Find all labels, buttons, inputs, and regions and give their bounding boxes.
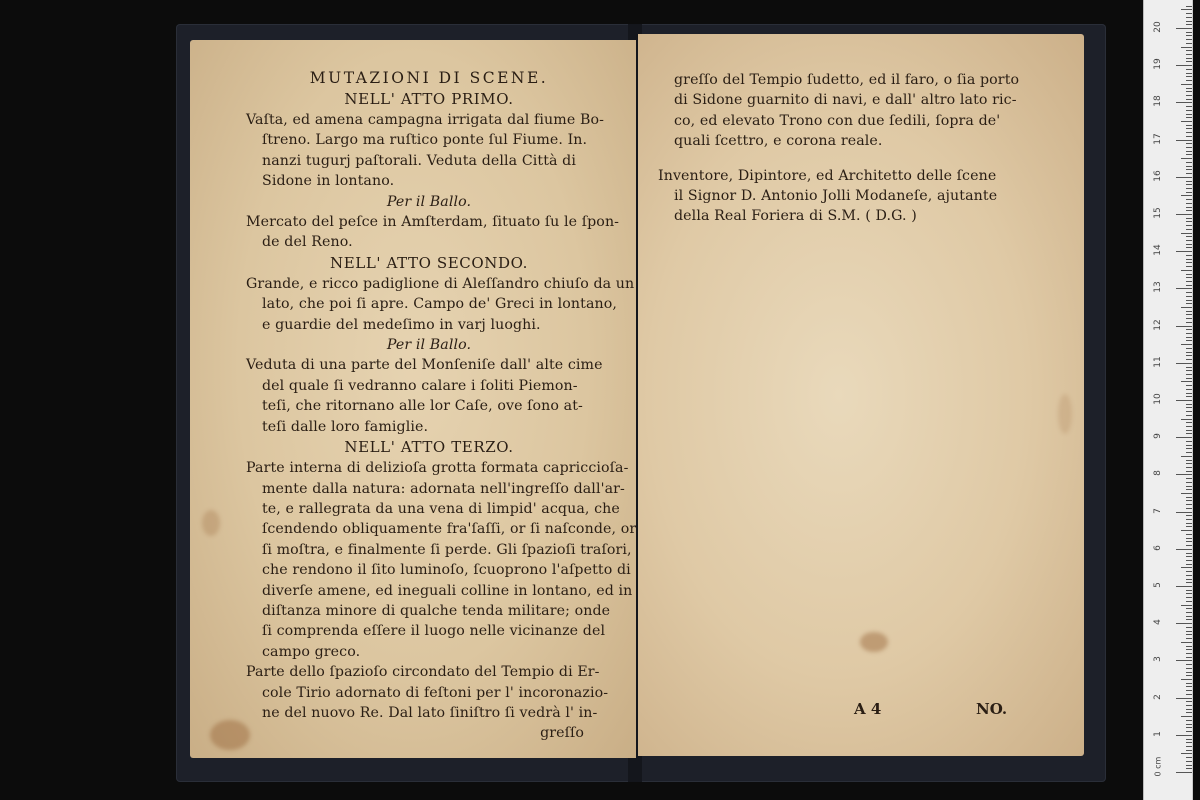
ruler-tick xyxy=(1186,262,1192,263)
ruler-tick xyxy=(1186,545,1192,546)
ruler-tick xyxy=(1186,441,1192,442)
ruler-tick xyxy=(1186,433,1192,434)
ruler-tick xyxy=(1186,553,1192,554)
ruler-tick xyxy=(1181,567,1192,568)
text-line: Sidone in lontano. xyxy=(262,173,395,190)
ruler-tick xyxy=(1186,657,1192,658)
ruler-tick xyxy=(1176,512,1192,513)
ruler-tick xyxy=(1186,218,1192,219)
ruler-tick xyxy=(1186,396,1192,397)
ruler-tick xyxy=(1186,374,1192,375)
act-heading: NELL' ATTO TERZO. xyxy=(344,438,514,457)
ruler-tick xyxy=(1186,296,1192,297)
ruler-tick xyxy=(1181,493,1192,494)
act-heading: NELL' ATTO SECONDO. xyxy=(330,253,528,272)
text-line: del quale ſi vedranno calare i ſoliti Piemon- xyxy=(262,377,578,394)
ruler-tick xyxy=(1186,221,1192,222)
ruler-tick xyxy=(1186,616,1192,617)
ruler-tick xyxy=(1186,106,1192,107)
ballet-heading: Per il Ballo. xyxy=(386,193,472,210)
ruler-tick xyxy=(1186,538,1192,539)
ruler-tick xyxy=(1186,608,1192,609)
ruler-tick xyxy=(1186,367,1192,368)
text-line: il Signor D. Antonio Jolli Modaneſe, ajutante xyxy=(674,188,998,205)
ruler-tick xyxy=(1186,80,1192,81)
text-line: ne del nuovo Re. Dal lato ſiniſtro ſi vedrà l' in- xyxy=(262,704,598,721)
text-line: diſtanza minore di qualche tenda militare; onde xyxy=(262,602,611,619)
text-line: cole Tirio adornato di feſtoni per l' incoronazio- xyxy=(262,684,609,701)
ruler-tick xyxy=(1186,690,1192,691)
ruler-tick xyxy=(1176,474,1192,475)
ruler-tick xyxy=(1186,292,1192,293)
ruler-number: 3 xyxy=(1153,656,1163,663)
text-line: che rendono il ſito luminoſo, ſcuoprono l'aſpetto di xyxy=(262,562,631,579)
ruler-tick xyxy=(1186,210,1192,211)
signature-mark: A 4 xyxy=(854,700,882,718)
ruler-number: 1 xyxy=(1153,730,1163,737)
ruler-tick xyxy=(1186,125,1192,126)
ruler-tick xyxy=(1186,337,1192,338)
ruler-tick xyxy=(1186,712,1192,713)
ruler-tick xyxy=(1186,393,1192,394)
ruler-number: 20 xyxy=(1153,21,1163,33)
ruler-tick xyxy=(1186,497,1192,498)
ruler-tick xyxy=(1176,102,1192,103)
ruler-tick xyxy=(1186,54,1192,55)
text-line: co, ed elevato Trono con due ſedili, ſopra de' xyxy=(674,112,1001,129)
ruler-tick xyxy=(1186,117,1192,118)
text-line: greſſo del Tempio ſudetto, ed il faro, o ſia porto xyxy=(674,72,1020,88)
text-line: mente dalla natura: adornata nell'ingreſſo dall'ar- xyxy=(262,480,625,497)
ruler-tick xyxy=(1186,448,1192,449)
ruler-tick xyxy=(1176,326,1192,327)
ruler-tick xyxy=(1186,720,1192,721)
ballet-heading: Per il Ballo. xyxy=(386,337,472,354)
ruler-tick xyxy=(1186,668,1192,669)
ruler-tick xyxy=(1186,58,1192,59)
ruler-tick xyxy=(1186,143,1192,144)
paragraph-gap xyxy=(658,152,1044,166)
ruler-tick xyxy=(1186,463,1192,464)
text-line: Mercato del peſce in Amſterdam, ſituato ſu le ſpon- xyxy=(246,214,620,231)
text-line: campo greco. xyxy=(262,643,361,660)
ruler-tick xyxy=(1186,672,1192,673)
ruler-tick xyxy=(1186,541,1192,542)
ruler-tick xyxy=(1186,259,1192,260)
ruler-tick xyxy=(1186,526,1192,527)
ruler-tick xyxy=(1186,162,1192,163)
ruler-tick xyxy=(1186,76,1192,77)
ruler-tick xyxy=(1186,169,1192,170)
text-line: te, e rallegrata da una vena di limpid' acqua, che xyxy=(262,500,620,517)
text-line: ſtreno. Largo ma ruſtico ponte ſul Fiume. In. xyxy=(262,132,588,149)
ruler-tick xyxy=(1186,32,1192,33)
ruler-tick xyxy=(1186,646,1192,647)
ruler-tick xyxy=(1186,132,1192,133)
ruler-tick xyxy=(1186,430,1192,431)
text-line: nanzi tugurj paſtorali. Veduta della Città di xyxy=(262,152,577,169)
ruler-tick xyxy=(1181,121,1192,122)
ruler-tick xyxy=(1186,445,1192,446)
ruler-tick xyxy=(1181,270,1192,271)
ruler-tick xyxy=(1186,500,1192,501)
ruler-tick xyxy=(1181,456,1192,457)
ruler-tick xyxy=(1176,623,1192,624)
ruler-tick xyxy=(1186,274,1192,275)
ruler-tick xyxy=(1176,28,1192,29)
ruler-tick xyxy=(1186,653,1192,654)
ruler-tick xyxy=(1186,701,1192,702)
text-line: Parte dello ſpazioſo circondato del Tempio di Er- xyxy=(246,664,600,681)
ruler-tick xyxy=(1186,348,1192,349)
ruler-tick xyxy=(1186,486,1192,487)
ruler-tick xyxy=(1181,679,1192,680)
ruler-tick xyxy=(1186,742,1192,743)
ruler-tick xyxy=(1186,43,1192,44)
ruler-tick xyxy=(1186,225,1192,226)
ruler-tick xyxy=(1186,534,1192,535)
ruler-tick xyxy=(1186,329,1192,330)
ruler-tick xyxy=(1186,426,1192,427)
ruler-tick xyxy=(1186,136,1192,137)
ruler-tick xyxy=(1186,91,1192,92)
ruler-tick xyxy=(1186,370,1192,371)
ruler-tick xyxy=(1176,251,1192,252)
ruler-tick xyxy=(1176,549,1192,550)
ruler-tick xyxy=(1186,675,1192,676)
ruler-tick xyxy=(1176,772,1192,773)
ruler-tick xyxy=(1186,385,1192,386)
left-page-text xyxy=(246,68,637,744)
ruler-tick xyxy=(1186,340,1192,341)
ruler-tick xyxy=(1181,84,1192,85)
ruler-tick xyxy=(1186,757,1192,758)
ruler-number: 19 xyxy=(1153,58,1163,70)
ruler-tick xyxy=(1186,422,1192,423)
stain xyxy=(1058,394,1072,434)
ruler-tick xyxy=(1186,17,1192,18)
ruler-tick xyxy=(1176,660,1192,661)
ruler-tick xyxy=(1186,50,1192,51)
ruler-tick xyxy=(1186,489,1192,490)
ruler-tick xyxy=(1186,285,1192,286)
ruler-tick xyxy=(1186,359,1192,360)
text-line: teſi, che ritornano alle lor Caſe, ove ſono at- xyxy=(262,398,583,415)
ruler-tick xyxy=(1186,240,1192,241)
ruler-number: 5 xyxy=(1153,582,1163,588)
ruler-tick xyxy=(1186,192,1192,193)
ruler-number: 12 xyxy=(1153,318,1163,331)
ruler-tick xyxy=(1186,683,1192,684)
text-line: ſi comprenda eſſere il luogo nelle vicinanze del xyxy=(262,623,606,640)
ruler-number: 8 xyxy=(1153,470,1163,477)
ruler-tick xyxy=(1176,400,1192,401)
ruler-tick xyxy=(1186,746,1192,747)
ruler-tick xyxy=(1186,281,1192,282)
ruler-tick xyxy=(1186,727,1192,728)
ruler-tick xyxy=(1186,590,1192,591)
ruler-tick xyxy=(1186,21,1192,22)
text-line: Veduta di una parte del Monſeniſe dall' alte cime xyxy=(246,357,603,374)
ruler-tick xyxy=(1186,768,1192,769)
ruler-tick xyxy=(1186,318,1192,319)
ruler-tick xyxy=(1176,214,1192,215)
text-line: Vaſta, ed amena campagna irrigata dal fiume Bo- xyxy=(246,112,605,128)
ruler-tick xyxy=(1186,709,1192,710)
ruler-tick xyxy=(1176,65,1192,66)
ruler-number: 14 xyxy=(1153,244,1163,256)
ruler-tick xyxy=(1186,35,1192,36)
ruler-tick xyxy=(1186,151,1192,152)
page-heading: MUTAZIONI DI SCENE. xyxy=(309,69,549,87)
ruler-tick xyxy=(1181,716,1192,717)
ruler-tick xyxy=(1186,378,1192,379)
text-line: di Sidone guarnito di navi, e dall' altro lato ric- xyxy=(674,92,1017,109)
left-page xyxy=(190,40,636,758)
ruler-tick xyxy=(1186,24,1192,25)
ruler-number: 6 xyxy=(1153,544,1163,551)
ruler-tick xyxy=(1186,188,1192,189)
ruler-number: 13 xyxy=(1153,281,1163,294)
ruler-tick xyxy=(1186,6,1192,7)
ruler-tick xyxy=(1186,731,1192,732)
ruler-tick xyxy=(1186,184,1192,185)
ruler-tick xyxy=(1186,173,1192,174)
ruler-number: 18 xyxy=(1153,95,1163,108)
ruler-tick xyxy=(1186,415,1192,416)
ruler-tick xyxy=(1186,352,1192,353)
ruler-tick xyxy=(1186,597,1192,598)
right-page-text xyxy=(658,70,1044,227)
ruler-number: 15 xyxy=(1153,207,1163,219)
text-line: Grande, e ricco padiglione di Aleſſandro chiuſo da un xyxy=(246,275,635,292)
right-page xyxy=(638,34,1084,756)
catchword: greſſo xyxy=(540,725,584,742)
ruler-tick xyxy=(1186,128,1192,129)
ruler-tick xyxy=(1186,523,1192,524)
ruler-tick xyxy=(1186,619,1192,620)
ruler-tick xyxy=(1186,166,1192,167)
ruler-tick xyxy=(1186,69,1192,70)
ruler-tick xyxy=(1186,560,1192,561)
ruler-tick xyxy=(1186,593,1192,594)
ruler-tick xyxy=(1186,686,1192,687)
ruler-tick xyxy=(1181,195,1192,196)
ruler-tick xyxy=(1186,207,1192,208)
ruler-tick xyxy=(1186,322,1192,323)
stain xyxy=(202,510,220,536)
ruler-tick xyxy=(1186,761,1192,762)
ruler-tick xyxy=(1186,411,1192,412)
ruler-tick xyxy=(1186,181,1192,182)
ruler-tick xyxy=(1181,381,1192,382)
text-line: della Real Foriera di S.M. ( D.G. ) xyxy=(674,208,917,225)
ruler-tick xyxy=(1186,508,1192,509)
ruler-tick xyxy=(1186,99,1192,100)
ruler-tick xyxy=(1186,303,1192,304)
ruler-tick xyxy=(1186,638,1192,639)
ruler-number: 11 xyxy=(1153,356,1163,368)
ruler-tick xyxy=(1186,236,1192,237)
ruler-tick xyxy=(1186,601,1192,602)
ruler-number: 7 xyxy=(1153,507,1163,514)
ruler-tick xyxy=(1186,73,1192,74)
stain xyxy=(210,720,250,750)
ruler-tick xyxy=(1181,47,1192,48)
ruler-tick xyxy=(1186,515,1192,516)
ruler-tick xyxy=(1186,612,1192,613)
ruler-tick xyxy=(1176,735,1192,736)
ruler-tick xyxy=(1186,244,1192,245)
ruler-tick xyxy=(1186,739,1192,740)
ruler-tick xyxy=(1186,556,1192,557)
ruler-tick xyxy=(1186,664,1192,665)
ruler-tick xyxy=(1181,307,1192,308)
text-line: de del Reno. xyxy=(262,234,353,251)
ruler-number: 9 xyxy=(1153,433,1163,440)
ruler-tick xyxy=(1186,705,1192,706)
ruler-tick xyxy=(1181,605,1192,606)
text-line: teſi dalle loro famiglie. xyxy=(262,418,429,435)
ruler-tick xyxy=(1186,300,1192,301)
ruler-number: 2 xyxy=(1153,693,1163,700)
ruler-tick xyxy=(1186,452,1192,453)
ruler-tick xyxy=(1186,478,1192,479)
ruler-tick xyxy=(1186,765,1192,766)
ruler-tick xyxy=(1186,13,1192,14)
text-line: e guardie del medeſimo in varj luoghi. xyxy=(262,316,541,333)
ruler-tick xyxy=(1186,61,1192,62)
ruler-tick xyxy=(1186,229,1192,230)
ruler-tick xyxy=(1186,471,1192,472)
text-line: quali ſcettro, e corona reale. xyxy=(674,133,883,150)
text-line: ſcendendo obliquamente fra'ſaſſi, or ſi naſconde, or xyxy=(262,521,637,538)
ruler-tick xyxy=(1176,698,1192,699)
ruler-tick xyxy=(1186,575,1192,576)
ruler-tick xyxy=(1186,407,1192,408)
ruler-number: 4 xyxy=(1153,619,1163,626)
ruler-tick xyxy=(1186,255,1192,256)
ruler-tick xyxy=(1186,203,1192,204)
ruler-tick xyxy=(1176,586,1192,587)
ruler-tick xyxy=(1186,694,1192,695)
ruler-number: 16 xyxy=(1153,170,1163,182)
text-line: lato, che poi ſi apre. Campo de' Greci in lontano, xyxy=(262,296,617,313)
ruler-tick xyxy=(1186,311,1192,312)
ruler-tick xyxy=(1186,631,1192,632)
ruler-tick xyxy=(1176,363,1192,364)
text-line: Inventore, Dipintore, ed Architetto delle ſcene xyxy=(658,167,997,184)
ruler-tick xyxy=(1186,389,1192,390)
ruler-tick xyxy=(1186,39,1192,40)
ruler-tick xyxy=(1186,750,1192,751)
stain xyxy=(860,632,888,652)
ruler-number: 10 xyxy=(1153,393,1163,405)
text-line: diverſe amene, ed ineguali colline in lontano, ed in xyxy=(262,582,633,599)
ruler-tick xyxy=(1186,266,1192,267)
catchword: NO. xyxy=(976,700,1008,718)
ruler-tick xyxy=(1186,460,1192,461)
ruler-tick xyxy=(1186,504,1192,505)
ruler-tick xyxy=(1186,582,1192,583)
ruler-tick xyxy=(1181,9,1192,10)
ruler-unit-label: 0 cm xyxy=(1153,756,1163,777)
ruler-tick xyxy=(1181,344,1192,345)
ruler-tick xyxy=(1186,627,1192,628)
ruler-tick xyxy=(1186,199,1192,200)
ruler-tick xyxy=(1181,753,1192,754)
ruler-tick xyxy=(1186,404,1192,405)
ruler-tick xyxy=(1181,530,1192,531)
ruler-tick xyxy=(1186,571,1192,572)
ruler-tick xyxy=(1181,642,1192,643)
ruler-tick xyxy=(1181,419,1192,420)
ruler-tick xyxy=(1176,288,1192,289)
ruler-tick xyxy=(1186,247,1192,248)
text-line: ſi moſtra, e finalmente ſi perde. Gli ſpazioſi traſori, xyxy=(262,541,632,558)
ruler-tick xyxy=(1181,233,1192,234)
ruler-tick xyxy=(1186,482,1192,483)
ruler-tick xyxy=(1186,519,1192,520)
ruler-tick xyxy=(1186,277,1192,278)
ruler-tick xyxy=(1186,114,1192,115)
ruler-tick xyxy=(1186,467,1192,468)
ruler-tick xyxy=(1186,314,1192,315)
ruler-tick xyxy=(1186,634,1192,635)
ruler-tick xyxy=(1176,177,1192,178)
ruler-number: 17 xyxy=(1153,132,1163,145)
ruler-tick xyxy=(1186,564,1192,565)
ruler-tick xyxy=(1186,110,1192,111)
ruler-tick xyxy=(1176,437,1192,438)
ruler-tick xyxy=(1186,355,1192,356)
measurement-ruler xyxy=(1143,0,1193,800)
ruler-tick xyxy=(1176,140,1192,141)
ruler-tick xyxy=(1186,95,1192,96)
ruler-tick xyxy=(1186,579,1192,580)
ruler-tick xyxy=(1181,158,1192,159)
ruler-tick xyxy=(1186,88,1192,89)
ruler-tick xyxy=(1186,724,1192,725)
text-line: Parte interna di delizioſa grotta formata capriccioſa- xyxy=(246,460,629,477)
act-heading: NELL' ATTO PRIMO. xyxy=(344,90,514,108)
ruler-tick xyxy=(1186,147,1192,148)
ruler-tick xyxy=(1186,154,1192,155)
ruler-tick xyxy=(1186,333,1192,334)
ruler-tick xyxy=(1186,649,1192,650)
